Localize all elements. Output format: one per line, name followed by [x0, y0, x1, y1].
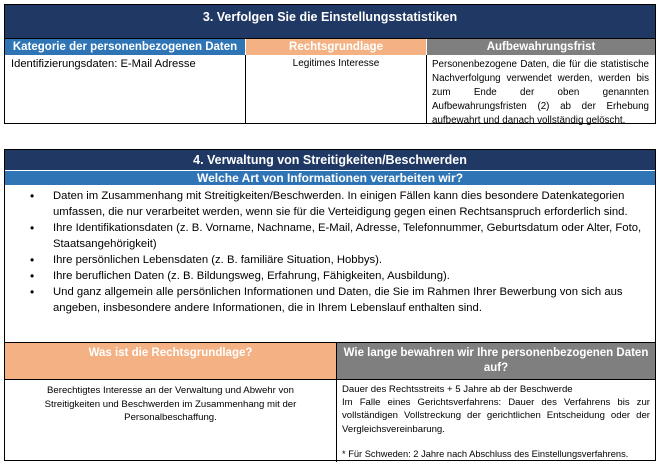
retention-text [336, 380, 655, 462]
list-item: • Ihre Identifikationsdaten (z. B. Vorname, Nachname, E-Mail, Adresse, Telefonnummer, Geburtsdatum oder Alter, Foto, Staatsangehörigkeit) [53, 220, 655, 252]
footnote: * Für Schweden: 2 Jahre nach Abschluss des Einstellungsverfahrens. [342, 448, 629, 459]
section4-subtitle: Welche Art von Informationen verarbeiten wir? [5, 170, 655, 185]
data-types-list [5, 188, 655, 316]
retention-line-2: Im Falle eines Gerichtsverfahrens: Dauer des Verfahrens bis zur vollständigen Vollstreckung der gerichtlichen Entscheidung oder der Vergleichsvereinbarung. [342, 397, 650, 435]
list-item: • Ihre persönlichen Lebensdaten (z. B. familiäre Situation, Hobbys). [53, 252, 655, 268]
data-types-section [5, 185, 655, 342]
section3-title: 3. Verfolgen Sie die Einstellungsstatistiken [5, 5, 655, 39]
section3-data-row [5, 55, 655, 127]
section4-table [4, 149, 656, 461]
legal-basis-value: Legitimes Interesse [245, 55, 426, 123]
section3-table [4, 4, 656, 127]
retention-line-1: Dauer des Rechtsstreits + 5 Jahre ab der Beschwerde [342, 384, 573, 395]
section4-header-row [5, 342, 655, 379]
list-item: • Daten im Zusammenhang mit Streitigkeiten/Beschwerden. In einigen Fällen kann dies besondere Datenkategorien umfassen, die nur verarbeitet werden, wenn sie für die Verteidigung gegen einen Rechtsanspruch erforderlich sind. [53, 188, 655, 220]
section4-title: 4. Verwaltung von Streitigkeiten/Beschwerden [5, 150, 655, 170]
section4-data-row [5, 379, 655, 462]
legal-basis-text: Berechtigtes Interesse an der Verwaltung und Abwehr von Streitigkeiten und Beschwerden im Zusammenhang mit der Personalbeschaffung. [44, 385, 297, 424]
header-legal-basis: Rechtsgrundlage [245, 39, 426, 55]
header-category: Kategorie der personenbezogenen Daten [5, 39, 245, 55]
section3-header-row [5, 39, 655, 55]
retention-value: Personenbezogene Daten, die für die statistische Nachverfolgung verwendet werden, werden bis zum Ende der oben genannten Aufbewahrungsfristen (2) ab der Erhebung aufbewahrt und danach vollständig gelöscht. [426, 55, 655, 123]
header-retention: Aufbewahrungsfrist [426, 39, 655, 55]
header-legal-basis-question: Was ist die Rechtsgrundlage? [5, 343, 336, 379]
list-item: • Ihre beruflichen Daten (z. B. Bildungsweg, Erfahrung, Fähigkeiten, Ausbildung). [53, 268, 655, 284]
header-retention-question: Wie lange bewahren wir Ihre personenbezogenen Daten auf? [336, 343, 655, 379]
list-item: • Und ganz allgemein alle persönlichen Informationen und Daten, die Sie im Rahmen Ihrer Bewerbung von sich aus angeben, insbesondere andere Informationen, die in Ihrem Lebenslauf enthalten sind. [53, 284, 655, 316]
category-value: Identifizierungsdaten: E-Mail Adresse [11, 58, 196, 70]
